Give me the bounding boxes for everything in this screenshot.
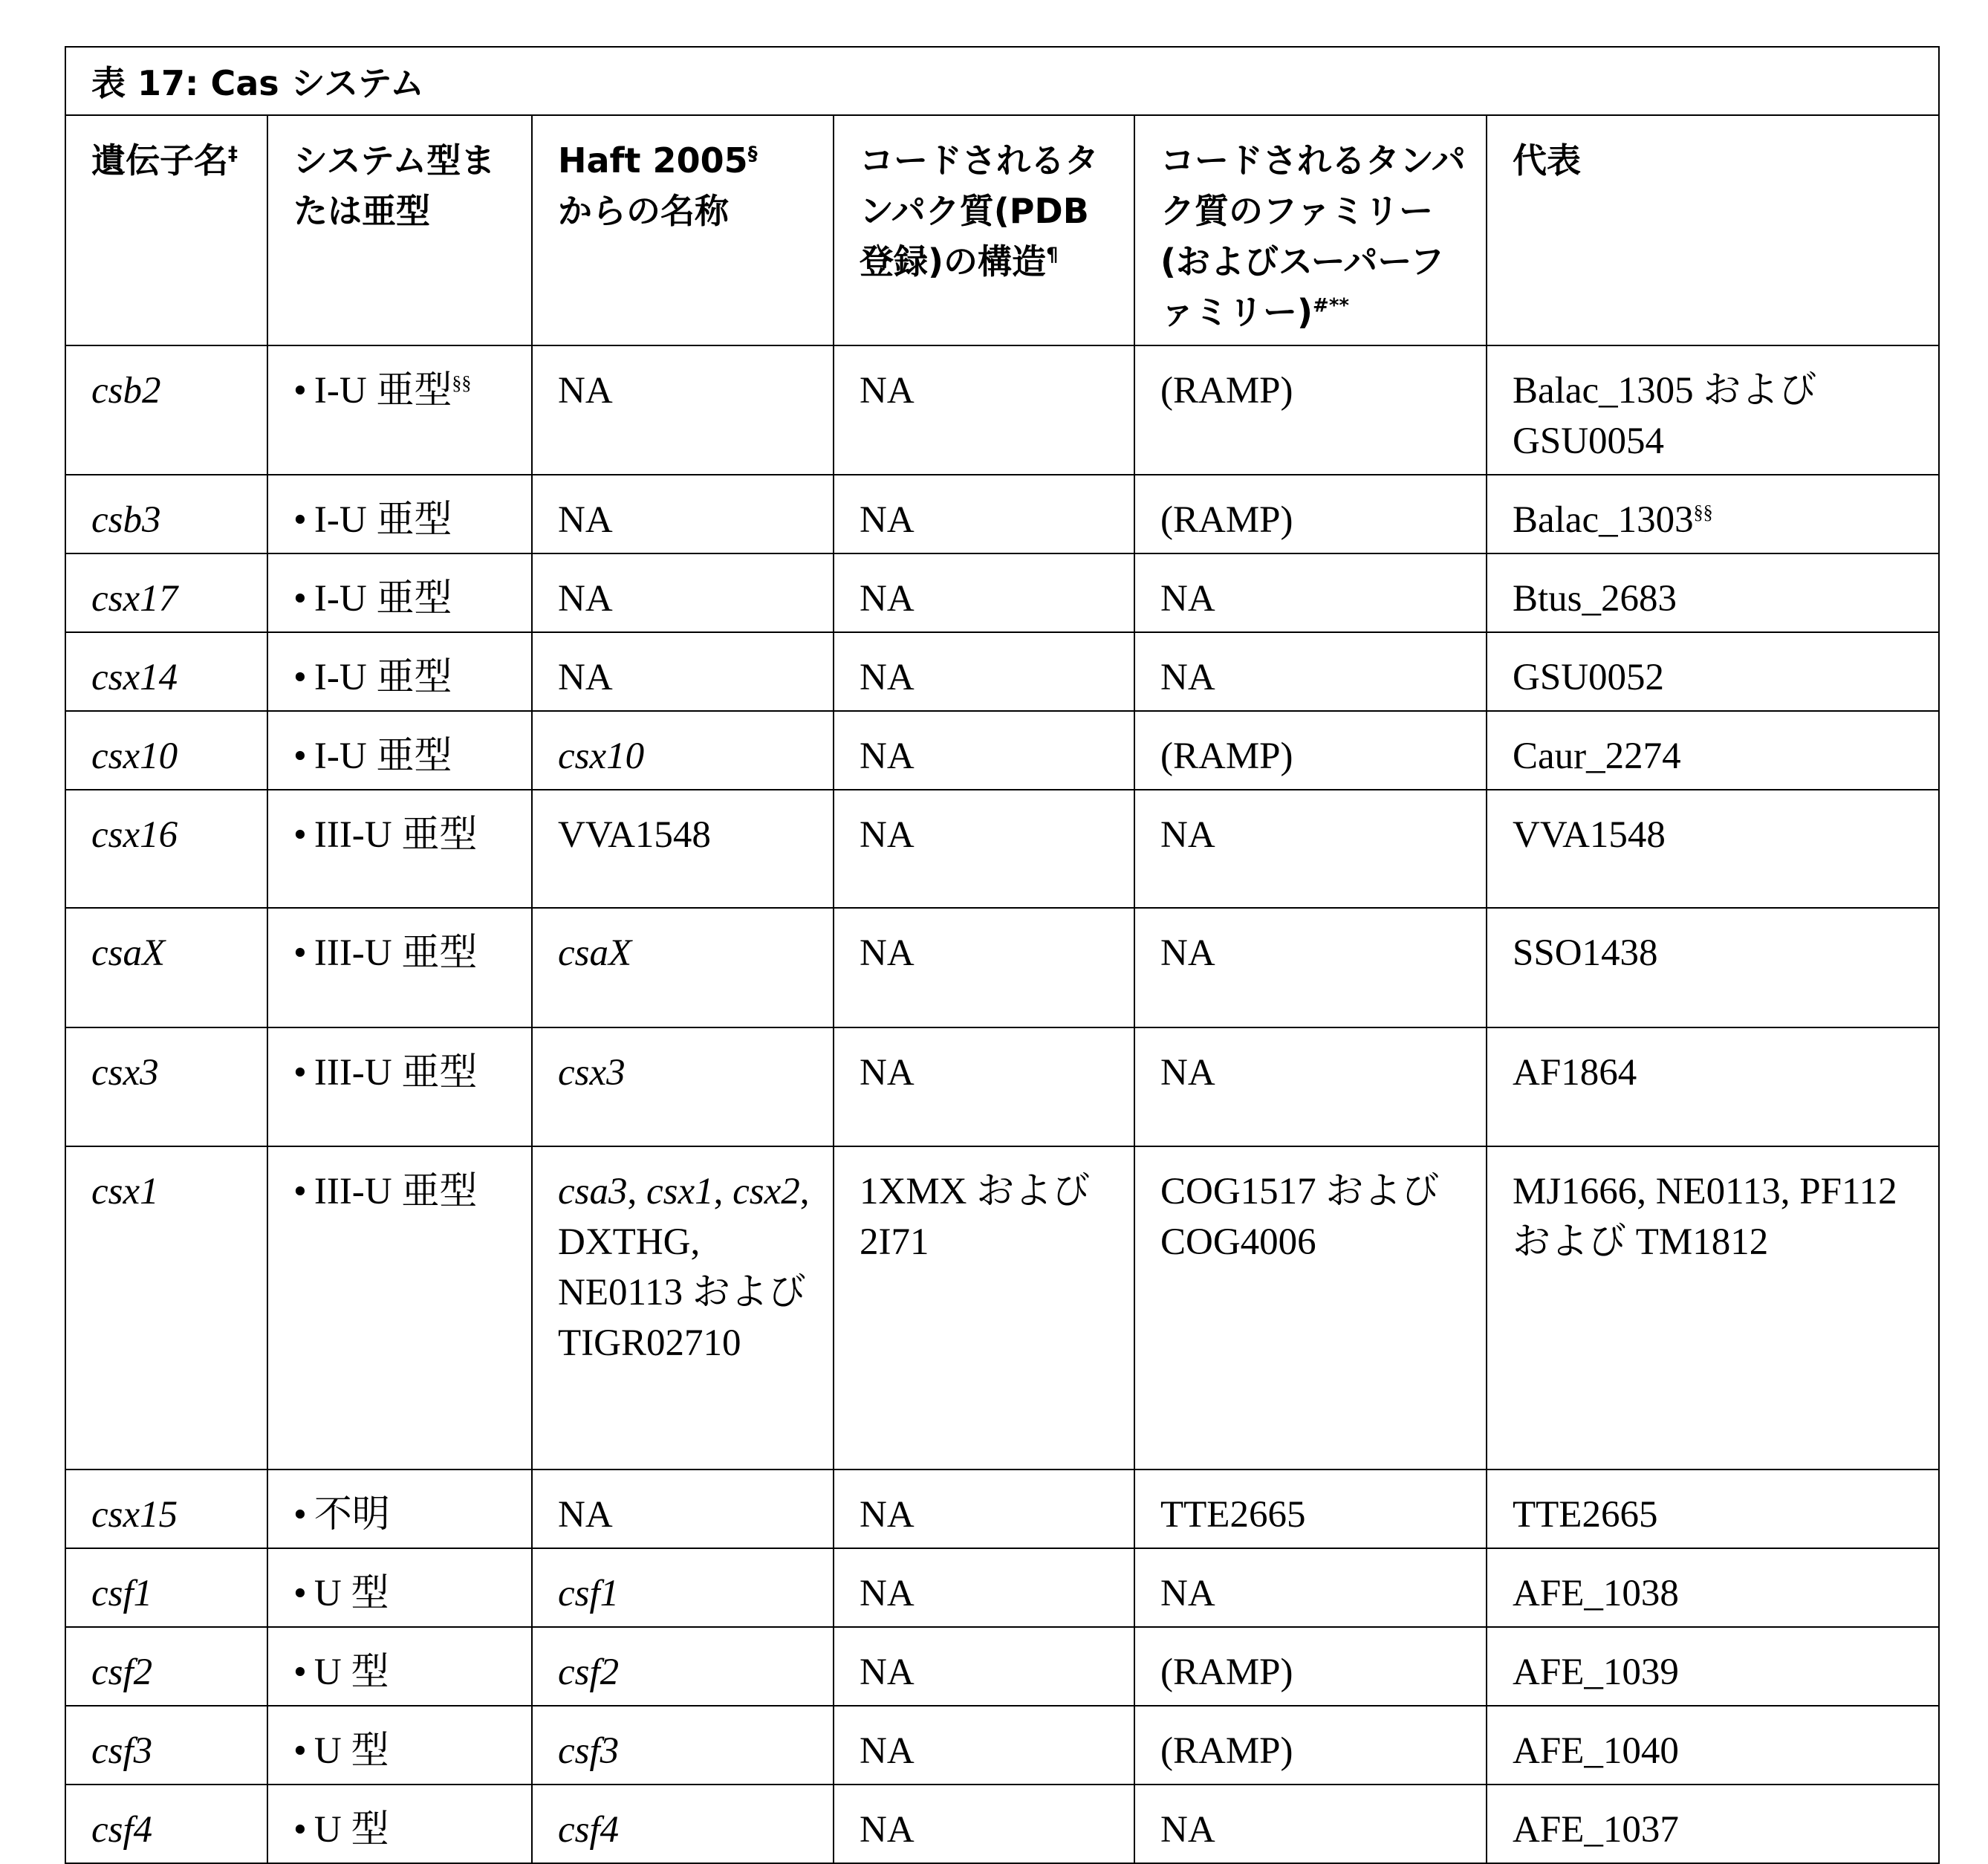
table-title: 表 17: Cas システム [65,47,1939,115]
table-row [65,1785,1939,1863]
cell-representative: Caur_2274 [1487,711,1939,790]
cell-gene-name: csb3 [65,475,267,553]
cell-system-type: • III-U 亜型 [267,790,532,908]
table-row [65,475,1939,553]
cell-gene-name: csx10 [65,711,267,790]
cell-gene-name: csf3 [65,1706,267,1785]
bullet-icon: • [293,1573,307,1614]
cell-gene-name: csf2 [65,1627,267,1706]
table-row [65,345,1939,475]
table-row [65,1627,1939,1706]
cell-structure: NA [834,711,1134,790]
cell-representative: AF1864 [1487,1027,1939,1146]
cell-family: NA [1134,1785,1487,1863]
cell-family: (RAMP) [1134,345,1487,475]
bullet-icon: • [293,1494,307,1536]
bullet-icon: • [293,1171,307,1212]
table-row [65,1706,1939,1785]
cell-representative: AFE_1040 [1487,1706,1939,1785]
cell-gene-name: csx15 [65,1470,267,1548]
cell-representative: AFE_1039 [1487,1627,1939,1706]
cell-family: TTE2665 [1134,1470,1487,1548]
cell-gene-name: csf4 [65,1785,267,1863]
cell-gene-name: csb2 [65,345,267,475]
cell-haft-name: csx3 [532,1027,834,1146]
cell-haft-name: VVA1548 [532,790,834,908]
cell-system-type: • III-U 亜型 [267,1146,532,1470]
cell-family: NA [1134,1548,1487,1627]
bullet-icon: • [293,499,307,541]
cell-system-type: • U 型 [267,1706,532,1785]
cell-haft-name: NA [532,1470,834,1548]
cell-representative: AFE_1038 [1487,1548,1939,1627]
table-row [65,632,1939,711]
table-row [65,1146,1939,1470]
cell-system-type: • III-U 亜型 [267,1027,532,1146]
header-family: コードされるタンパク質のファミリー(およびスーパーファミリー)#** [1134,115,1487,345]
cell-system-type: • U 型 [267,1548,532,1627]
cell-system-type: • I-U 亜型 [267,632,532,711]
bullet-icon: • [293,735,307,777]
cell-representative: SSO1438 [1487,908,1939,1027]
bullet-icon: • [293,578,307,620]
cell-representative: VVA1548 [1487,790,1939,908]
header-system-type: システム型または亜型 [267,115,532,345]
bullet-icon: • [293,370,307,412]
cell-representative: MJ1666, NE0113, PF112 および TM1812 [1487,1146,1939,1470]
cell-structure: NA [834,553,1134,632]
cell-haft-name: csaX [532,908,834,1027]
bullet-icon: • [293,814,307,856]
cell-haft-name: NA [532,632,834,711]
cell-representative: Balac_1305 および GSU0054 [1487,345,1939,475]
cell-system-type: • I-U 亜型 [267,475,532,553]
cell-system-type: • III-U 亜型 [267,908,532,1027]
bullet-icon: • [293,1652,307,1693]
bullet-icon: • [293,1052,307,1094]
cell-family: NA [1134,1027,1487,1146]
table-row [65,1470,1939,1548]
table-row [65,1548,1939,1627]
table-body [65,345,1939,1863]
cell-structure: NA [834,1627,1134,1706]
cell-structure: NA [834,1470,1134,1548]
cell-system-type: • 不明 [267,1470,532,1548]
cell-haft-name: NA [532,475,834,553]
cell-haft-name: csf4 [532,1785,834,1863]
cell-gene-name: csx1 [65,1146,267,1470]
cell-system-type: • I-U 亜型 [267,711,532,790]
cell-haft-name: csf2 [532,1627,834,1706]
cell-representative: GSU0052 [1487,632,1939,711]
table-row [65,711,1939,790]
table-row [65,1027,1939,1146]
cell-family: (RAMP) [1134,1627,1487,1706]
header-gene-name: 遺伝子名‡ [65,115,267,345]
cell-representative: Btus_2683 [1487,553,1939,632]
cell-structure: NA [834,1706,1134,1785]
cell-structure: NA [834,1785,1134,1863]
cell-system-type: • U 型 [267,1785,532,1863]
header-haft-name: Haft 2005§ からの名称 [532,115,834,345]
bullet-icon: • [293,1730,307,1772]
cell-gene-name: csx17 [65,553,267,632]
bullet-icon: • [293,932,307,974]
cell-system-type: • U 型 [267,1627,532,1706]
cell-structure: NA [834,632,1134,711]
cas-system-table [65,46,1940,1864]
cell-gene-name: csf1 [65,1548,267,1627]
cell-gene-name: csx14 [65,632,267,711]
cell-structure: NA [834,475,1134,553]
header-row [65,115,1939,345]
cell-family: NA [1134,632,1487,711]
header-representative: 代表 [1487,115,1939,345]
cell-haft-name: NA [532,553,834,632]
header-structure: コードされるタンパク質(PDB 登録)の構造¶ [834,115,1134,345]
table-row [65,908,1939,1027]
cell-gene-name: csx3 [65,1027,267,1146]
cell-system-type: • I-U 亜型 [267,553,532,632]
cell-family: (RAMP) [1134,711,1487,790]
cell-structure: 1XMX および 2I71 [834,1146,1134,1470]
cell-structure: NA [834,908,1134,1027]
cell-structure: NA [834,1027,1134,1146]
cell-structure: NA [834,345,1134,475]
cell-family: NA [1134,908,1487,1027]
cell-structure: NA [834,790,1134,908]
cell-gene-name: csx16 [65,790,267,908]
table-row [65,553,1939,632]
cell-haft-name: NA [532,345,834,475]
bullet-icon: • [293,1809,307,1851]
table-row [65,790,1939,908]
cell-structure: NA [834,1548,1134,1627]
cell-family: (RAMP) [1134,475,1487,553]
cell-haft-name: csf1 [532,1548,834,1627]
cell-family: (RAMP) [1134,1706,1487,1785]
cell-family: NA [1134,553,1487,632]
bullet-icon: • [293,657,307,698]
cell-haft-name: csf3 [532,1706,834,1785]
cell-representative: AFE_1037 [1487,1785,1939,1863]
cell-system-type: • I-U 亜型§§ [267,345,532,475]
cell-haft-name: csx10 [532,711,834,790]
cell-representative: Balac_1303§§ [1487,475,1939,553]
cell-family: COG1517 および COG4006 [1134,1146,1487,1470]
cell-haft-name: csa3, csx1, csx2, DXTHG, NE0113 および TIGR02710 [532,1146,834,1470]
cell-gene-name: csaX [65,908,267,1027]
cell-representative: TTE2665 [1487,1470,1939,1548]
cell-family: NA [1134,790,1487,908]
